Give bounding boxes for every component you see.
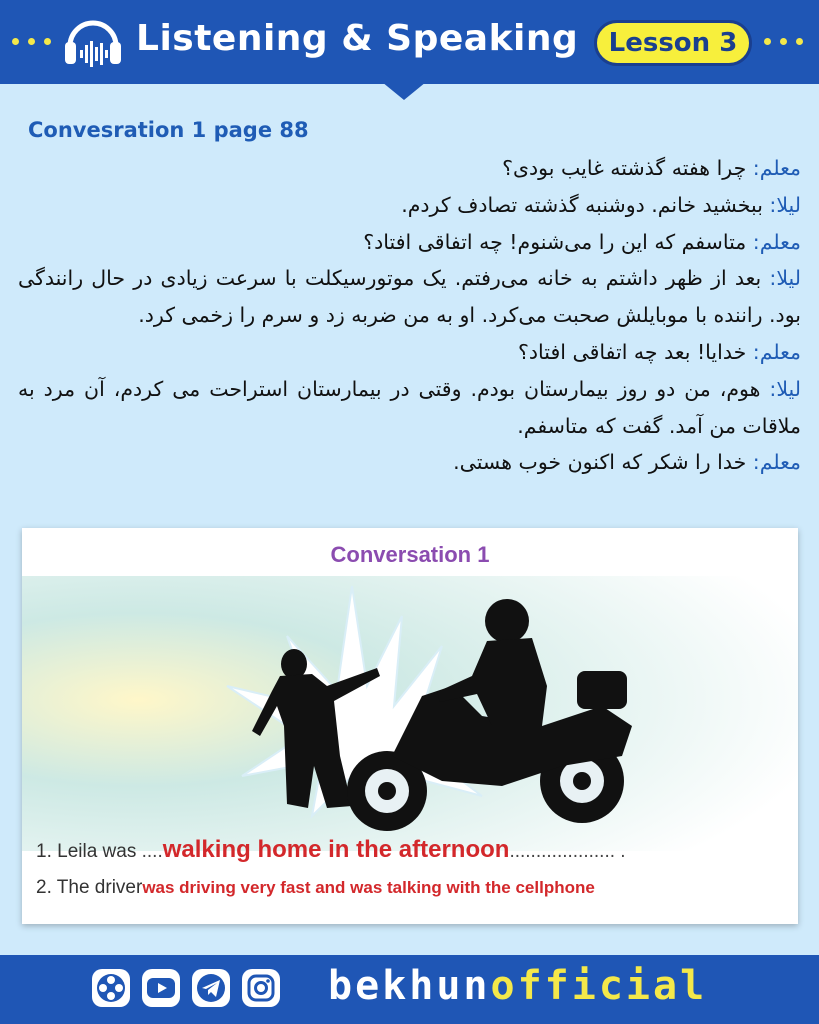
dialogue-text-line: بعد از ظهر داشتم به خانه می‌رفتم. یک موتورسیکلت با سرعت زیادی در حال رانندگی بود. راننده با موبایلش صحبت می‌کرد. او به من ضربه زد و سرم را زخمی کرد. — [18, 266, 801, 328]
telegram-icon[interactable] — [192, 969, 230, 1007]
instagram-icon[interactable] — [242, 969, 280, 1007]
lesson-badge: Lesson 3 — [594, 20, 752, 66]
speaker-label: معلم: — [752, 450, 801, 475]
question-1-answer: walking home in the afternoon — [162, 836, 510, 863]
brand-name-part2: official — [490, 963, 708, 1009]
dialogue-line — [18, 260, 801, 334]
speaker-label: لیلا: — [769, 192, 801, 217]
conversation-title: Convesration 1 page 88 — [28, 118, 309, 142]
dialogue-line — [18, 187, 801, 224]
speaker-label: لیلا: — [769, 266, 801, 291]
question-2-answer: was driving very fast and was talking with the cellphone — [142, 878, 595, 897]
header-notch — [382, 82, 426, 100]
speaker-label: معلم: — [752, 339, 801, 364]
question-1-dots: .... — [141, 841, 163, 862]
brand-name-part1: bekhun — [328, 963, 491, 1009]
headphones-icon — [62, 12, 124, 70]
speaker-label: معلم: — [752, 229, 801, 254]
dialogue-line — [18, 444, 801, 481]
brand-name[interactable] — [328, 963, 707, 1009]
dialogue-text-line: چرا هفته گذشته غایب بودی؟ — [502, 156, 753, 180]
dialogue-text — [18, 150, 801, 481]
film-reel-icon[interactable] — [92, 969, 130, 1007]
header-bar — [0, 0, 819, 84]
left-dots-decoration — [12, 38, 51, 45]
speaker-label: لیلا: — [769, 376, 801, 401]
social-icons — [92, 969, 280, 1007]
dialogue-line — [18, 334, 801, 371]
question-1-prefix: 1. Leila was — [36, 841, 142, 862]
dialogue-text-line: ببخشید خانم. دوشنبه گذشته تصادف کردم. — [401, 192, 770, 217]
question-2 — [36, 877, 595, 899]
footer-bar — [0, 955, 819, 1024]
right-dots-decoration — [764, 38, 803, 45]
question-1-dots-end: .................... . — [509, 841, 626, 862]
question-2-prefix: 2. The driver — [36, 877, 143, 898]
dialogue-text-line: خدا را شکر که اکنون خوب هستی. — [453, 450, 753, 475]
accident-illustration — [22, 576, 798, 851]
youtube-icon[interactable] — [142, 969, 180, 1007]
speaker-label: معلم: — [752, 156, 801, 180]
dialogue-text-line: متاسفم که این را می‌شنوم! چه اتفاقی افتاد؟ — [363, 229, 753, 254]
question-1 — [36, 836, 626, 864]
dialogue-section — [0, 100, 819, 520]
figure-title: Conversation 1 — [330, 542, 490, 567]
conversation-figure — [22, 528, 798, 924]
dialogue-line — [18, 371, 801, 445]
dialogue-text-line: خدایا! بعد چه اتفاقی افتاد؟ — [518, 339, 753, 364]
dialogue-line — [18, 224, 801, 261]
page-title: Listening & Speaking — [136, 18, 579, 59]
dialogue-text-line: هوم، من دو روز بیمارستان بودم. وقتی در بیمارستان استراحت می کردم، آن مرد به ملاقات من آمد. گفت که متاسفم. — [18, 376, 801, 438]
dialogue-line — [18, 150, 801, 187]
